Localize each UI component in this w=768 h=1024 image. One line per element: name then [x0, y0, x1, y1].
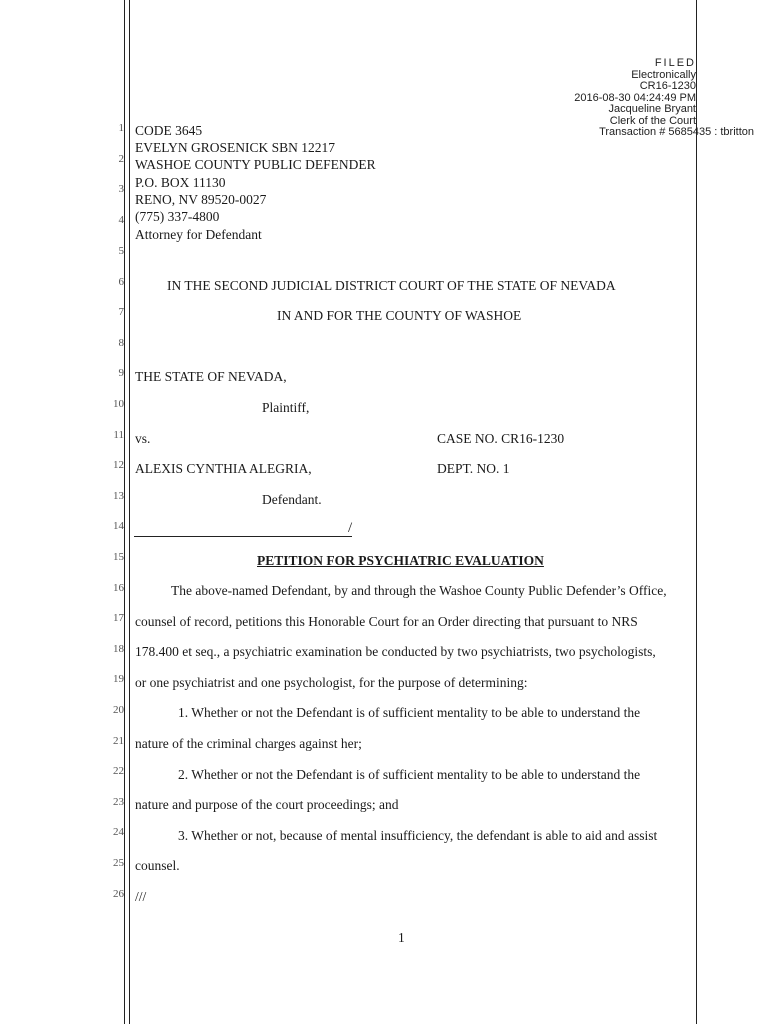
- line-number: 12: [113, 459, 124, 471]
- caption-divider-line: [134, 536, 352, 537]
- defendant-label: Defendant.: [262, 492, 322, 507]
- caption-code: CODE 3645: [135, 123, 203, 138]
- item-1-line: nature of the criminal charges against her;: [135, 736, 362, 751]
- line-number: 5: [118, 245, 124, 257]
- line-number: 9: [118, 367, 124, 379]
- document-title: PETITION FOR PSYCHIATRIC EVALUATION: [257, 553, 544, 568]
- item-1-line: 1. Whether or not the Defendant is of sufficient mentality to be able to understand the: [178, 705, 641, 720]
- caption-role: Attorney for Defendant: [135, 227, 262, 242]
- line-number: 8: [118, 337, 124, 349]
- caption-pobox: P.O. BOX 11130: [135, 175, 226, 190]
- line-number: 11: [113, 429, 124, 441]
- line-number: 6: [118, 276, 124, 288]
- line-number: 26: [113, 888, 124, 900]
- line-number: 18: [113, 643, 124, 655]
- item-2-line: nature and purpose of the court proceedings; and: [135, 797, 399, 812]
- dept-number: DEPT. NO. 1: [437, 461, 510, 476]
- line-number: 3: [118, 183, 124, 195]
- line-number: 24: [113, 826, 124, 838]
- line-number: 13: [113, 490, 124, 502]
- line-number: 23: [113, 796, 124, 808]
- stamp-clerk: Jacqueline Bryant: [608, 103, 696, 115]
- page-number: 1: [398, 930, 405, 945]
- line-number: 25: [113, 857, 124, 869]
- plaintiff-label: Plaintiff,: [262, 400, 310, 415]
- continuation-mark: ///: [135, 889, 147, 904]
- stamp-case: CR16-1230: [639, 80, 696, 92]
- stamp-transaction: Transaction # 5685435 : tbritton: [599, 126, 754, 138]
- item-3-line: 3. Whether or not, because of mental insufficiency, the defendant is able to aid and assist: [178, 828, 658, 843]
- line-number: 16: [113, 582, 124, 594]
- caption-office: WASHOE COUNTY PUBLIC DEFENDER: [135, 157, 376, 172]
- line-number: 15: [113, 551, 124, 563]
- versus: vs.: [135, 431, 151, 446]
- line-number: 2: [118, 153, 124, 165]
- line-number: 19: [113, 673, 124, 685]
- item-3-line: counsel.: [135, 858, 180, 873]
- county-heading: IN AND FOR THE COUNTY OF WASHOE: [277, 308, 522, 323]
- caption-phone: (775) 337-4800: [135, 209, 220, 224]
- line-number: 7: [118, 306, 124, 318]
- right-margin-rule: [696, 0, 697, 1024]
- court-heading: IN THE SECOND JUDICIAL DISTRICT COURT OF THE STATE OF NEVADA: [167, 278, 616, 293]
- item-2-line: 2. Whether or not the Defendant is of sufficient mentality to be able to understand the: [178, 767, 641, 782]
- line-number: 14: [113, 520, 124, 532]
- case-number: CASE NO. CR16-1230: [437, 431, 565, 446]
- left-margin-rule-2: [129, 0, 130, 1024]
- line-number: 1: [118, 122, 124, 134]
- stamp-electronically: Electronically: [631, 68, 696, 81]
- caption-attorney: EVELYN GROSENICK SBN 12217: [135, 140, 336, 155]
- body-line: or one psychiatrist and one psychologist, for the purpose of determining:: [135, 675, 528, 690]
- line-number: 21: [113, 735, 124, 747]
- body-line: The above-named Defendant, by and through the Washoe County Public Defender’s Office,: [171, 583, 667, 598]
- caption-divider-slash: /: [348, 520, 353, 536]
- filing-stamp: [496, 57, 754, 138]
- line-number: 20: [113, 704, 124, 716]
- line-number: 22: [113, 765, 124, 777]
- stamp-header: FILED: [654, 57, 696, 69]
- line-number: 17: [113, 612, 124, 624]
- line-number: 4: [118, 214, 124, 226]
- body-line: counsel of record, petitions this Honorable Court for an Order directing that pursuant to NRS: [135, 614, 638, 629]
- stamp-datetime: 2016-08-30 04:24:49 PM: [574, 91, 696, 104]
- left-margin-rule-1: [124, 0, 125, 1024]
- stamp-clerk-title: Clerk of the Court: [609, 114, 696, 127]
- line-number: 10: [113, 398, 124, 410]
- caption-city: RENO, NV 89520-0027: [135, 192, 267, 207]
- plaintiff-name: THE STATE OF NEVADA,: [135, 369, 287, 384]
- body-line: 178.400 et seq., a psychiatric examination be conducted by two psychiatrists, two psychologists,: [135, 644, 656, 659]
- defendant-name: ALEXIS CYNTHIA ALEGRIA,: [135, 461, 312, 476]
